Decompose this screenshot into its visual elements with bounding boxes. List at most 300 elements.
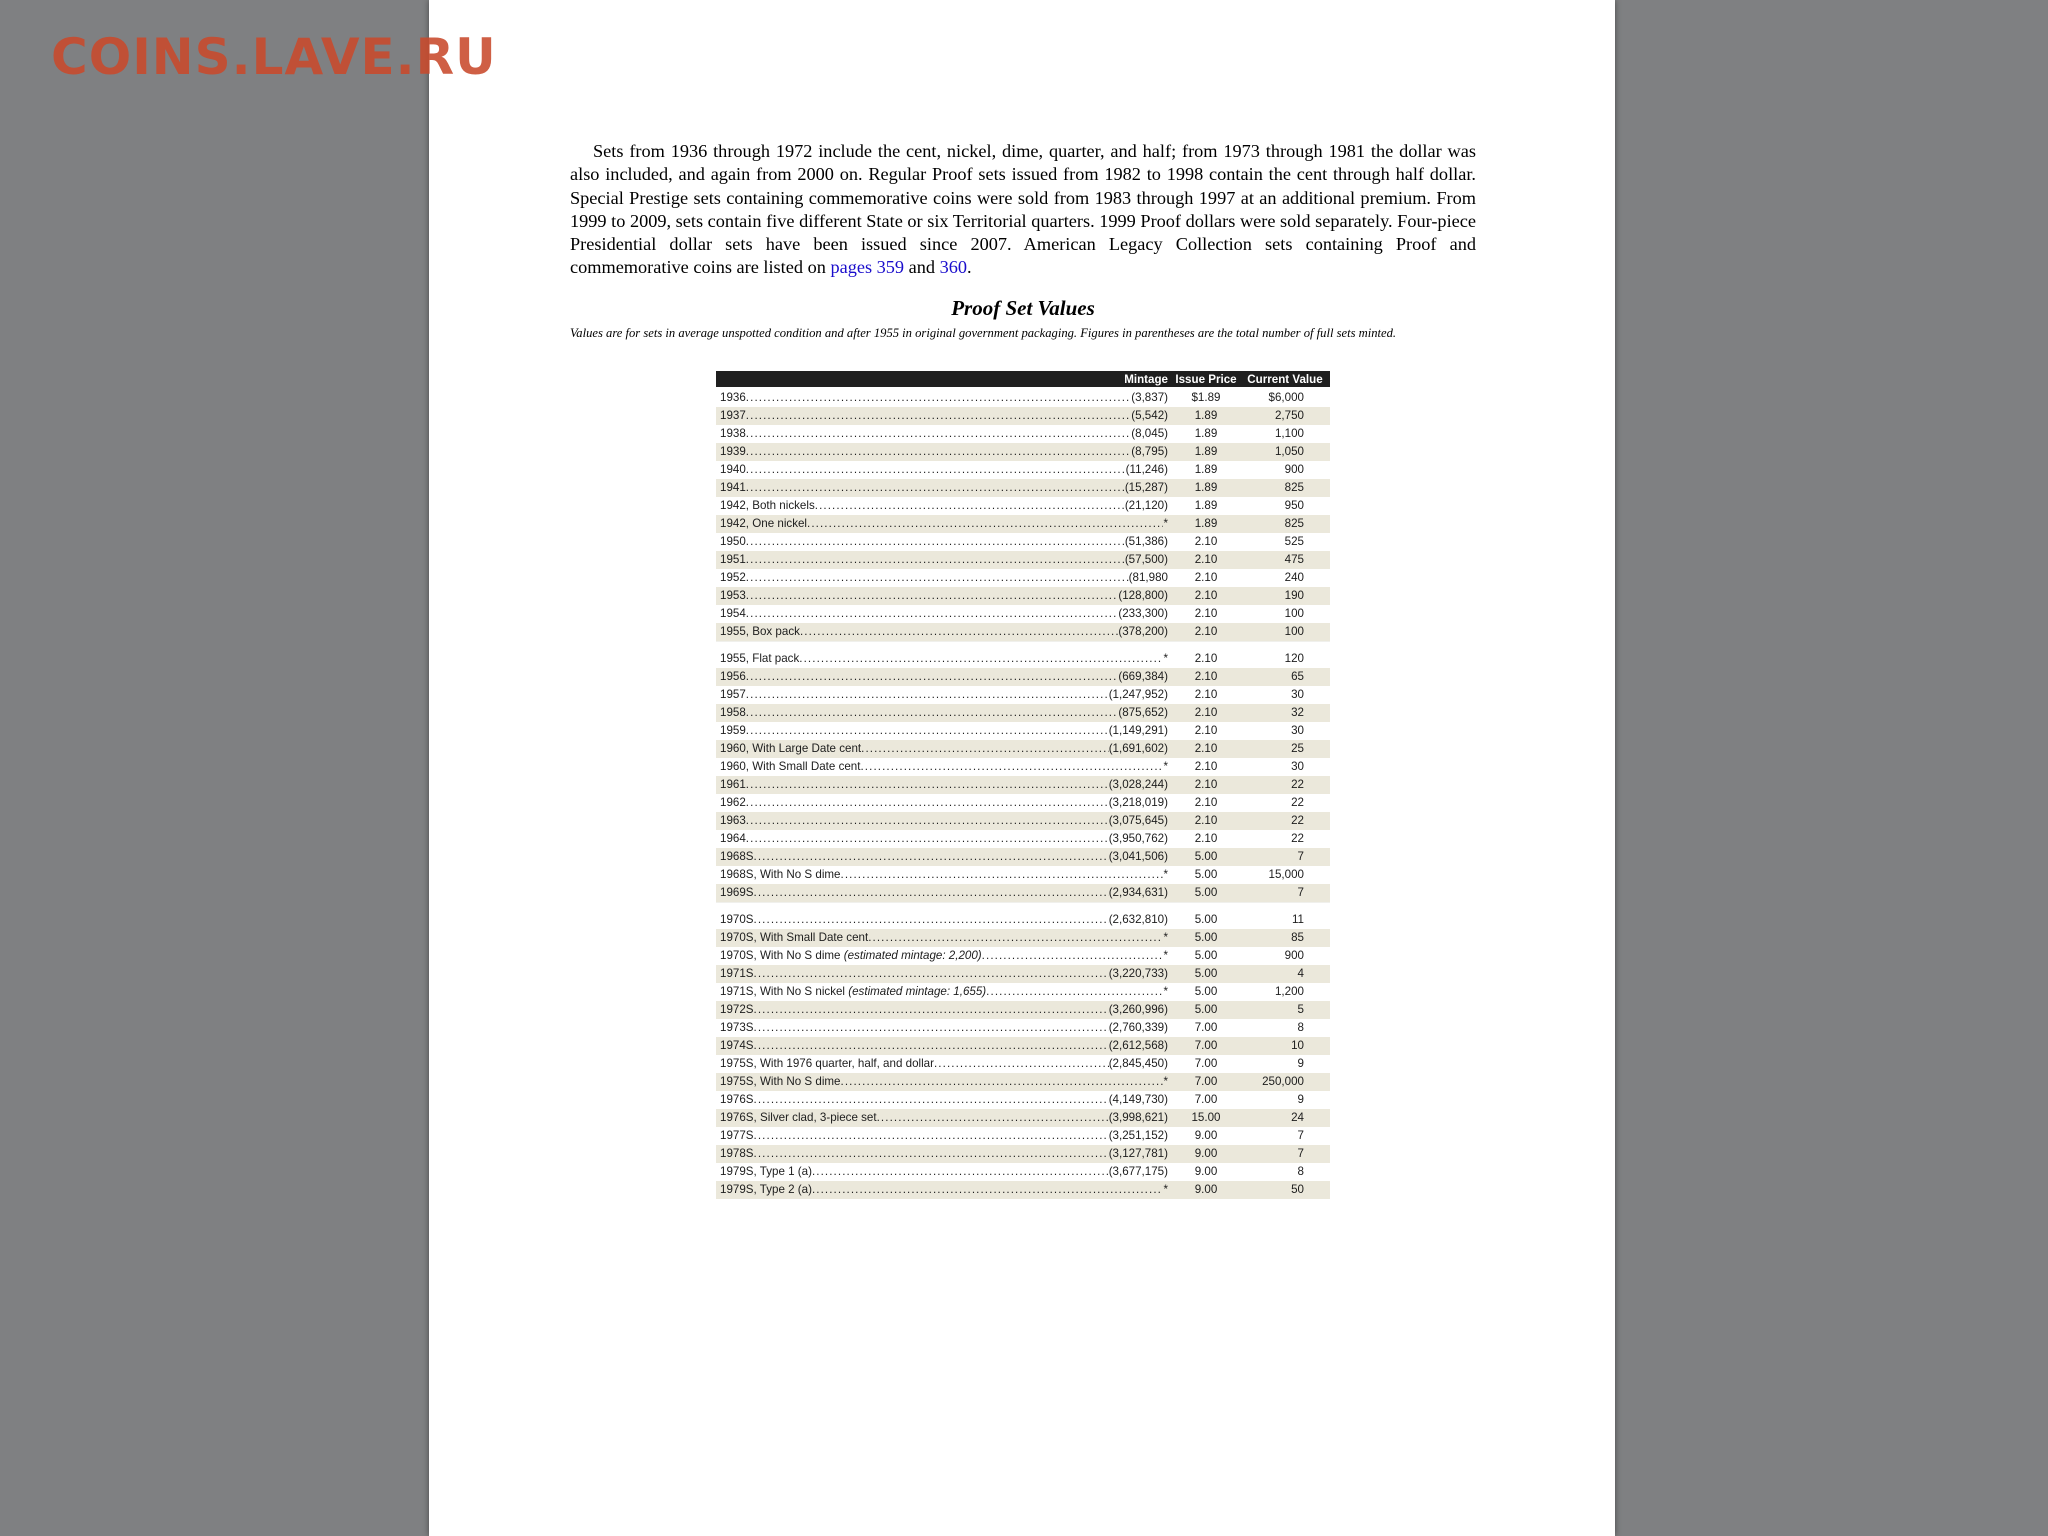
table-row (716, 1109, 1330, 1127)
mintage-cell: * (1163, 949, 1168, 962)
label-cell (716, 497, 1172, 515)
dot-leader (860, 758, 1163, 776)
row-label-text: 1975S, With No S dime (720, 1075, 841, 1088)
label-cell (716, 1145, 1172, 1163)
label-cell (716, 740, 1172, 758)
dot-leader (746, 668, 1119, 686)
row-label-text: 1979S, Type 1 (a) (720, 1165, 812, 1178)
table-row (716, 911, 1330, 929)
issue-price-cell: 9.00 (1194, 1129, 1218, 1142)
table-row (716, 1181, 1330, 1199)
table-note: Values are for sets in average unspotted condition and after 1955 in original government packaging. Figures in parentheses are the total number of full sets minted. (570, 326, 1397, 340)
current-value-cell: 120 (1284, 652, 1304, 665)
issue-price-cell: 5.00 (1194, 931, 1218, 944)
current-value-cell: 8 (1297, 1165, 1304, 1178)
mintage-cell: (2,760,339) (1108, 1021, 1168, 1034)
row-label-text: 1972S (720, 1003, 754, 1016)
table-row (716, 623, 1330, 641)
label-cell (716, 605, 1172, 623)
row-label-text: 1970S, With No S dime (720, 949, 841, 962)
table-row (716, 461, 1330, 479)
row-label-text: 1960, With Small Date cent (720, 760, 861, 773)
row-label (720, 884, 754, 902)
label-cell (716, 1001, 1172, 1019)
row-label-text: 1979S, Type 2 (a) (720, 1183, 812, 1196)
label-cell (716, 866, 1172, 884)
table-row (716, 758, 1330, 776)
mintage-cell: (233,300) (1118, 607, 1168, 620)
row-label (720, 1073, 841, 1091)
mintage-cell: * (1163, 931, 1168, 944)
row-label-text: 1978S (720, 1147, 754, 1160)
row-label (720, 479, 746, 497)
current-value-cell: 22 (1291, 796, 1304, 809)
row-label (720, 776, 746, 794)
table-row (716, 794, 1330, 812)
mintage-cell: (5,542) (1131, 409, 1168, 422)
row-label (720, 551, 746, 569)
mintage-cell: (3,041,506) (1108, 850, 1168, 863)
mintage-cell: (57,500) (1124, 553, 1168, 566)
table-row (716, 965, 1330, 983)
row-label (720, 1145, 754, 1163)
current-value-cell: 1,050 (1274, 445, 1304, 458)
current-value-cell: 1,200 (1274, 985, 1304, 998)
current-value-cell: 825 (1284, 481, 1304, 494)
issue-price-cell: $1.89 (1191, 391, 1221, 404)
issue-price-cell: 7.00 (1194, 1093, 1218, 1106)
label-cell (716, 668, 1172, 686)
row-label-text: 1970S (720, 913, 754, 926)
current-value-cell: 30 (1291, 688, 1304, 701)
issue-price-cell: 2.10 (1194, 778, 1218, 791)
row-note: (estimated mintage: 2,200) (843, 949, 982, 962)
row-label-text: 1961 (720, 778, 746, 791)
table-row (716, 1091, 1330, 1109)
table-row (716, 569, 1330, 587)
issue-price-cell: 1.89 (1194, 409, 1218, 422)
issue-price-cell: 5.00 (1194, 1003, 1218, 1016)
group-gap (716, 902, 1330, 911)
current-value-cell: 240 (1284, 571, 1304, 584)
table-row (716, 884, 1330, 902)
dot-leader (754, 1091, 1109, 1109)
row-label (720, 425, 746, 443)
label-cell (716, 947, 1172, 965)
dot-leader (934, 1055, 1109, 1073)
dot-leader (812, 1181, 1164, 1199)
table-row (716, 587, 1330, 605)
label-cell (716, 812, 1172, 830)
table-row (716, 686, 1330, 704)
dot-leader (746, 587, 1119, 605)
row-label (720, 443, 746, 461)
table-row (716, 1001, 1330, 1019)
dot-leader (982, 947, 1164, 965)
issue-price-cell: 2.10 (1194, 760, 1218, 773)
mintage-cell: (378,200) (1118, 625, 1168, 638)
row-label-text: 1962 (720, 796, 746, 809)
dot-leader (754, 1127, 1109, 1145)
issue-price-cell: 2.10 (1194, 607, 1218, 620)
dot-leader (754, 965, 1109, 983)
row-label-text: 1959 (720, 724, 746, 737)
issue-price-cell: 5.00 (1194, 868, 1218, 881)
dot-leader (861, 740, 1109, 758)
mintage-cell: (15,287) (1124, 481, 1168, 494)
row-label-text: 1955, Flat pack (720, 652, 800, 665)
row-label (720, 965, 754, 983)
row-label (720, 722, 746, 740)
table-row (716, 1145, 1330, 1163)
issue-price-cell: 15.00 (1191, 1111, 1221, 1124)
mintage-cell: (1,691,602) (1108, 742, 1168, 755)
row-label-text: 1936 (720, 391, 746, 404)
mintage-cell: (669,384) (1118, 670, 1168, 683)
current-value-cell: 8 (1297, 1021, 1304, 1034)
row-label-text: 1957 (720, 688, 746, 701)
row-label-text: 1939 (720, 445, 746, 458)
issue-price-cell: 2.10 (1194, 625, 1218, 638)
label-cell (716, 686, 1172, 704)
current-value-cell: 7 (1297, 850, 1304, 863)
mintage-cell: (3,220,733) (1108, 967, 1168, 980)
issue-price-cell: 5.00 (1194, 985, 1218, 998)
table-body (716, 389, 1330, 1199)
table-row (716, 830, 1330, 848)
dot-leader (800, 623, 1118, 641)
site-watermark: COINS.LAVE.RU (51, 28, 497, 86)
label-cell (716, 551, 1172, 569)
current-value-cell: 65 (1291, 670, 1304, 683)
intro-text-1: Sets from 1936 through 1972 include the cent, nickel, dime, quarter, and half; from 1973 through 1981 the dollar was also included, and again from 2000 on. Regular Proof sets issued from 1982 to 1998 contain the cent through half dollar. Special Prestige sets containing commemorative coins were sold from 1983 through 1997 at an additional premium. From 1999 to 2009, sets contain five different State or six Territorial quarters. 1999 Proof dollars were sold separately. Four-piece Presidential dollar sets have been issued since 2007. American Legacy Collection sets containing Proof and commemorative coins are listed on (570, 141, 1476, 278)
row-label-text: 1937 (720, 409, 746, 422)
row-label (720, 1019, 754, 1037)
row-label-text: 1977S (720, 1129, 754, 1142)
table-row (716, 722, 1330, 740)
label-cell (716, 965, 1172, 983)
current-value-cell: 22 (1291, 832, 1304, 845)
issue-price-cell: 2.10 (1194, 688, 1218, 701)
current-value-cell: 22 (1291, 814, 1304, 827)
mintage-cell: (2,934,631) (1108, 886, 1168, 899)
label-cell (716, 929, 1172, 947)
intro-text-2: and (904, 257, 940, 278)
mintage-cell: * (1163, 1075, 1168, 1088)
row-label-text: 1970S, With Small Date cent (720, 931, 869, 944)
mintage-cell: (81,980 (1128, 571, 1168, 584)
dot-leader (746, 443, 1131, 461)
dot-leader (746, 551, 1125, 569)
mintage-cell: (3,998,621) (1108, 1111, 1168, 1124)
label-cell (716, 515, 1172, 533)
label-cell (716, 1091, 1172, 1109)
label-cell (716, 1019, 1172, 1037)
current-value-cell: 900 (1284, 463, 1304, 476)
table-header (716, 371, 1330, 387)
current-value-cell: 9 (1297, 1057, 1304, 1070)
current-value-cell: 7 (1297, 886, 1304, 899)
table-row (716, 668, 1330, 686)
issue-price-cell: 1.89 (1194, 445, 1218, 458)
dot-leader (754, 1001, 1109, 1019)
dot-leader (746, 830, 1109, 848)
current-value-cell: 25 (1291, 742, 1304, 755)
current-value-cell: 24 (1291, 1111, 1304, 1124)
label-cell (716, 1127, 1172, 1145)
row-label-text: 1942, One nickel (720, 517, 808, 530)
label-cell (716, 848, 1172, 866)
table-row (716, 407, 1330, 425)
row-label (720, 1127, 754, 1145)
row-label-text: 1971S, With No S nickel (720, 985, 846, 998)
table-row (716, 740, 1330, 758)
row-label-text: 1950 (720, 535, 746, 548)
mintage-cell: * (1163, 652, 1168, 665)
dot-leader (746, 812, 1109, 830)
current-value-cell: 7 (1297, 1147, 1304, 1160)
table-row (716, 866, 1330, 884)
row-label (720, 533, 746, 551)
dot-leader (841, 866, 1164, 884)
mintage-cell: (8,795) (1131, 445, 1168, 458)
mintage-cell: (3,950,762) (1108, 832, 1168, 845)
label-cell (716, 479, 1172, 497)
row-label-text: 1973S (720, 1021, 754, 1034)
label-cell (716, 1073, 1172, 1091)
mintage-cell: (11,246) (1125, 463, 1168, 476)
row-label-text: 1971S (720, 967, 754, 980)
row-label (720, 911, 754, 929)
current-value-cell: 525 (1284, 535, 1304, 548)
header-mintage: Mintage (1124, 372, 1168, 386)
mintage-cell: (2,612,568) (1108, 1039, 1168, 1052)
table-row (716, 425, 1330, 443)
current-value-cell: 22 (1291, 778, 1304, 791)
table-row (716, 983, 1330, 1001)
row-label (720, 1163, 812, 1181)
row-label (720, 650, 799, 668)
issue-price-cell: 1.89 (1194, 463, 1218, 476)
row-label (720, 497, 815, 515)
dot-leader (746, 407, 1131, 425)
dot-leader (746, 794, 1109, 812)
mintage-cell: (21,120) (1124, 499, 1168, 512)
row-label (720, 587, 746, 605)
row-label (720, 929, 868, 947)
row-label (720, 740, 861, 758)
row-label (720, 407, 746, 425)
row-label (720, 704, 746, 722)
label-cell (716, 443, 1172, 461)
issue-price-cell: 7.00 (1194, 1057, 1218, 1070)
row-label-text: 1941 (720, 481, 746, 494)
table-row (716, 605, 1330, 623)
dot-leader (746, 569, 1129, 587)
mintage-cell: * (1163, 760, 1168, 773)
mintage-cell: (8,045) (1131, 427, 1168, 440)
label-cell (716, 776, 1172, 794)
row-label-text: 1968S, With No S dime (720, 868, 841, 881)
issue-price-cell: 9.00 (1194, 1165, 1218, 1178)
mintage-cell: (3,251,152) (1108, 1129, 1168, 1142)
current-value-cell: 1,100 (1274, 427, 1304, 440)
dot-leader (754, 848, 1109, 866)
dot-leader (746, 479, 1125, 497)
table-row (716, 1073, 1330, 1091)
row-label-text: 1963 (720, 814, 746, 827)
label-cell (716, 569, 1172, 587)
dot-leader (746, 389, 1131, 407)
dot-leader (754, 1037, 1109, 1055)
row-label (720, 1181, 812, 1199)
row-label-text: 1964 (720, 832, 746, 845)
table-row (716, 929, 1330, 947)
label-cell (716, 794, 1172, 812)
mintage-cell: (2,632,810) (1108, 913, 1168, 926)
label-cell (716, 722, 1172, 740)
group-gap (716, 641, 1330, 650)
row-label (720, 758, 860, 776)
proof-set-values-table (716, 371, 1330, 1199)
pages-359-link[interactable]: pages 359 (830, 257, 905, 278)
row-label (720, 668, 746, 686)
row-note: (estimated mintage: 1,655) (848, 985, 987, 998)
current-value-cell: 7 (1297, 1129, 1304, 1142)
label-cell (716, 407, 1172, 425)
row-label (720, 1055, 934, 1073)
label-cell (716, 758, 1172, 776)
dot-leader (746, 425, 1131, 443)
row-label-text: 1974S (720, 1039, 754, 1052)
row-label (720, 812, 746, 830)
issue-price-cell: 2.10 (1194, 832, 1218, 845)
issue-price-cell: 7.00 (1194, 1039, 1218, 1052)
issue-price-cell: 5.00 (1194, 967, 1218, 980)
row-label-text: 1940 (720, 463, 746, 476)
mintage-cell: (4,149,730) (1108, 1093, 1168, 1106)
table-row (716, 389, 1330, 407)
dot-leader (746, 704, 1119, 722)
row-label (720, 605, 746, 623)
table-row (716, 551, 1330, 569)
dot-leader (754, 884, 1109, 902)
issue-price-cell: 7.00 (1194, 1075, 1218, 1088)
issue-price-cell: 5.00 (1194, 850, 1218, 863)
table-row (716, 479, 1330, 497)
issue-price-cell: 2.10 (1194, 814, 1218, 827)
table-row (716, 650, 1330, 668)
row-label (720, 389, 746, 407)
label-cell (716, 461, 1172, 479)
label-cell (716, 983, 1172, 1001)
table-row (716, 1037, 1330, 1055)
dot-leader (746, 605, 1119, 623)
mintage-cell: (1,247,952) (1108, 688, 1168, 701)
mintage-cell: (3,028,244) (1108, 778, 1168, 791)
label-cell (716, 1109, 1172, 1127)
current-value-cell: 950 (1284, 499, 1304, 512)
table-row (716, 848, 1330, 866)
mintage-cell: (3,218,019) (1108, 796, 1168, 809)
label-cell (716, 830, 1172, 848)
mintage-cell: (1,149,291) (1108, 724, 1168, 737)
current-value-cell: 475 (1284, 553, 1304, 566)
issue-price-cell: 2.10 (1194, 706, 1218, 719)
current-value-cell: 15,000 (1268, 868, 1304, 881)
issue-price-cell: 9.00 (1194, 1147, 1218, 1160)
row-label (720, 515, 807, 533)
table-row (716, 1127, 1330, 1145)
row-label-text: 1969S (720, 886, 754, 899)
current-value-cell: 4 (1297, 967, 1304, 980)
mintage-cell: (3,837) (1131, 391, 1168, 404)
current-value-cell: 30 (1291, 724, 1304, 737)
label-cell (716, 1181, 1172, 1199)
page-360-link[interactable]: 360 (939, 257, 968, 278)
issue-price-cell: 2.10 (1194, 670, 1218, 683)
row-label-text: 1953 (720, 589, 746, 602)
row-label-text: 1958 (720, 706, 746, 719)
dot-leader (746, 686, 1109, 704)
label-cell (716, 911, 1172, 929)
issue-price-cell: 2.10 (1194, 796, 1218, 809)
dot-leader (877, 1109, 1109, 1127)
current-value-cell: 11 (1291, 913, 1304, 926)
document-page (429, 0, 1615, 1536)
label-cell (716, 389, 1172, 407)
issue-price-cell: 2.10 (1194, 652, 1218, 665)
row-label (720, 866, 841, 884)
dot-leader (746, 722, 1109, 740)
row-label (720, 461, 746, 479)
label-cell (716, 1055, 1172, 1073)
mintage-cell: (3,260,996) (1108, 1003, 1168, 1016)
current-value-cell: 190 (1284, 589, 1304, 602)
table-row (716, 1163, 1330, 1181)
issue-price-cell: 2.10 (1194, 535, 1218, 548)
current-value-cell: 100 (1284, 607, 1304, 620)
row-label (720, 947, 982, 965)
dot-leader (746, 533, 1125, 551)
current-value-cell: 50 (1291, 1183, 1304, 1196)
mintage-cell: * (1163, 985, 1168, 998)
mintage-cell: (875,652) (1118, 706, 1168, 719)
current-value-cell: 9 (1297, 1093, 1304, 1106)
row-label (720, 623, 800, 641)
dot-leader (841, 1073, 1164, 1091)
row-label (720, 1037, 754, 1055)
issue-price-cell: 1.89 (1194, 481, 1218, 494)
dot-leader (868, 929, 1163, 947)
section-title: Proof Set Values (951, 296, 1095, 320)
current-value-cell: 825 (1284, 517, 1304, 530)
intro-text-3: . (967, 257, 972, 278)
row-label (720, 794, 746, 812)
issue-price-cell: 7.00 (1194, 1021, 1218, 1034)
mintage-cell: (128,800) (1118, 589, 1168, 602)
row-label-text: 1951 (720, 553, 746, 566)
issue-price-cell: 2.10 (1194, 571, 1218, 584)
dot-leader (799, 650, 1163, 668)
label-cell (716, 425, 1172, 443)
current-value-cell: 250,000 (1262, 1075, 1304, 1088)
row-label-text: 1968S (720, 850, 754, 863)
table-row (716, 443, 1330, 461)
row-label-text: 1976S, Silver clad, 3-piece set (720, 1111, 877, 1124)
label-cell (716, 623, 1172, 641)
issue-price-cell: 1.89 (1194, 499, 1218, 512)
